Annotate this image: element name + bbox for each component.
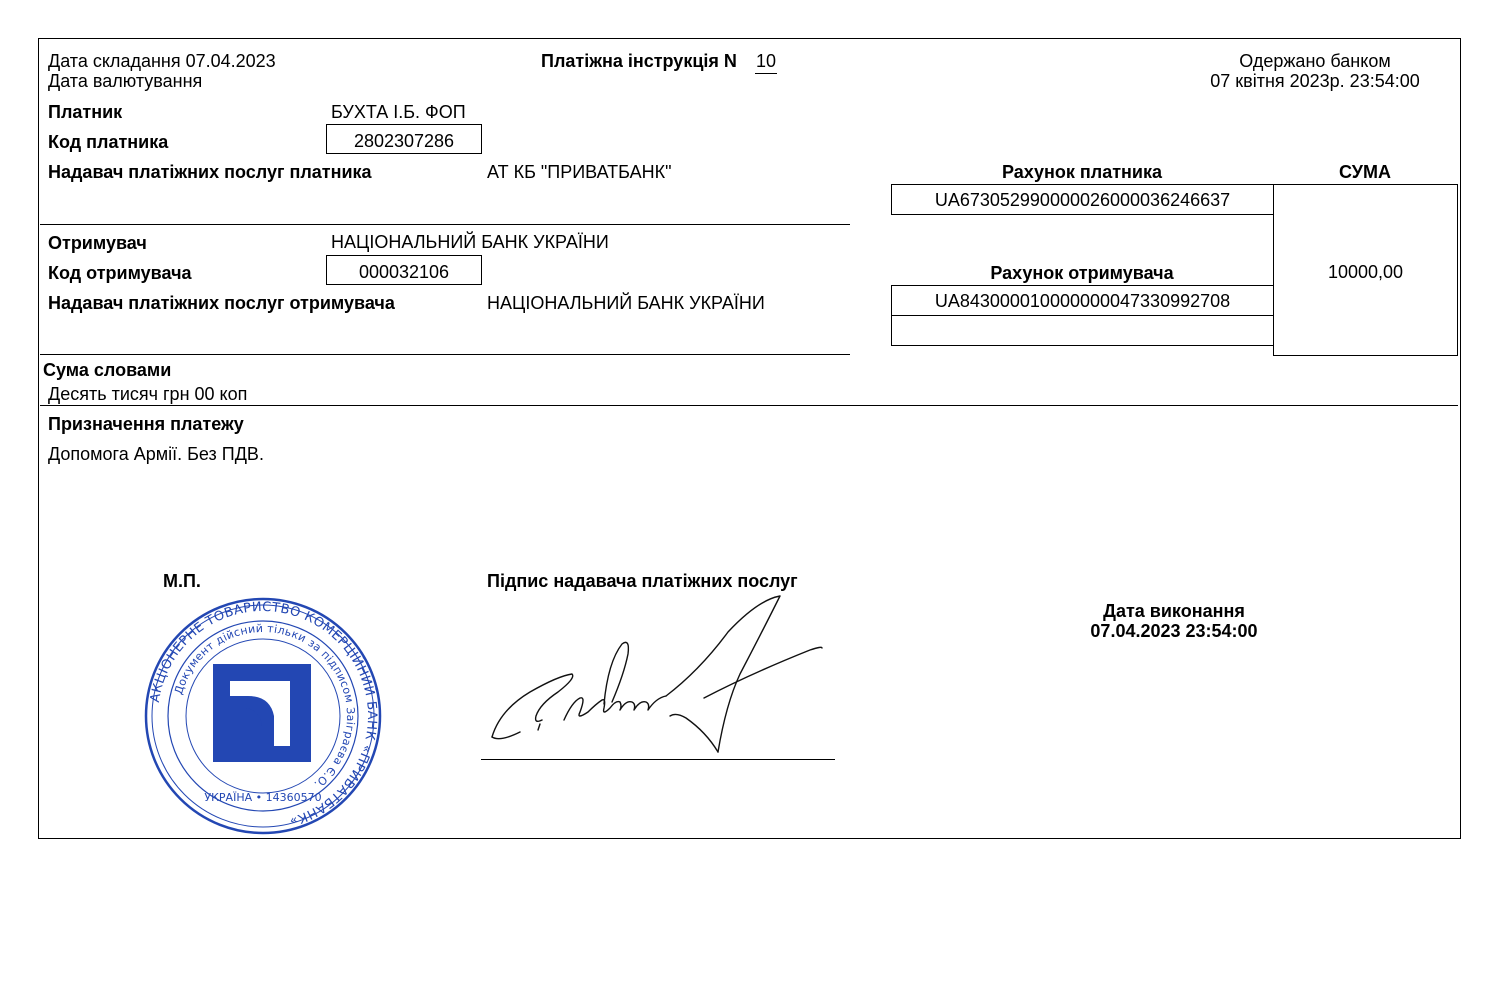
payer-bank: АТ КБ "ПРИВАТБАНК": [487, 162, 672, 182]
received-datetime: 07 квітня 2023р. 23:54:00: [1210, 71, 1420, 91]
signature-label: Підпис надавача платіжних послуг: [487, 571, 798, 591]
payer-code-label: Код платника: [48, 132, 169, 152]
purpose-label: Призначення платежу: [48, 414, 244, 434]
payer-divider: [40, 224, 850, 225]
recipient-account-extra: [891, 315, 1274, 346]
amount-value: 10000,00: [1327, 262, 1404, 282]
words-divider: [40, 405, 1458, 406]
stamp-inner-text: Документ дійсний тільки за підписом Заіграєва Є.О.: [171, 621, 358, 792]
recipient-bank-label: Надавач платіжних послуг отримувача: [48, 293, 395, 313]
document-number: 10: [755, 51, 777, 74]
amount-words-label: Сума словами: [43, 360, 172, 380]
payer-bank-label: Надавач платіжних послуг платника: [48, 162, 372, 182]
payer-name: БУХТА І.Б. ФОП: [331, 102, 466, 122]
execution-datetime: 07.04.2023 23:54:00: [1090, 621, 1258, 641]
recipient-code: 000032106: [326, 255, 482, 285]
bank-stamp: [138, 596, 388, 836]
recipient-account: UA843000010000000047330992708: [891, 285, 1274, 316]
recipient-account-label: Рахунок отримувача: [990, 263, 1174, 283]
stamp-label: М.П.: [163, 571, 201, 591]
received-label: Одержано банком: [1239, 51, 1391, 71]
recipient-name: НАЦІОНАЛЬНИЙ БАНК УКРАЇНИ: [331, 232, 609, 252]
date-compiled: Дата складання 07.04.2023: [48, 51, 276, 71]
recipient-code-label: Код отримувача: [48, 263, 192, 283]
execution-label: Дата виконання: [1103, 601, 1245, 621]
recipient-bank: НАЦІОНАЛЬНИЙ БАНК УКРАЇНИ: [487, 293, 765, 313]
value-date-label: Дата валютування: [48, 71, 203, 91]
recipient-divider: [40, 354, 850, 355]
stamp-bottom-text: УКРАЇНА • 14360570: [204, 791, 322, 804]
payer-account-label: Рахунок платника: [1002, 162, 1162, 182]
signature-line: [481, 759, 835, 760]
privatbank-logo-icon: [213, 664, 311, 762]
recipient-label: Отримувач: [48, 233, 147, 253]
payer-code: 2802307286: [326, 124, 482, 154]
payer-label: Платник: [48, 102, 123, 122]
amount-words: Десять тисяч грн 00 коп: [48, 384, 248, 404]
document-title: Платіжна інструкція N: [541, 51, 737, 71]
purpose-text: Допомога Армії. Без ПДВ.: [48, 444, 264, 464]
stamp-outer-text: АКЦІОНЕРНЕ ТОВАРИСТВО КОМЕРЦІЙНИЙ БАНК «ПРИВАТБАНК»: [147, 599, 380, 829]
signature-image: [480, 592, 840, 767]
payer-account: UA673052990000026000036246637: [891, 184, 1274, 215]
amount-label: СУМА: [1339, 162, 1391, 182]
